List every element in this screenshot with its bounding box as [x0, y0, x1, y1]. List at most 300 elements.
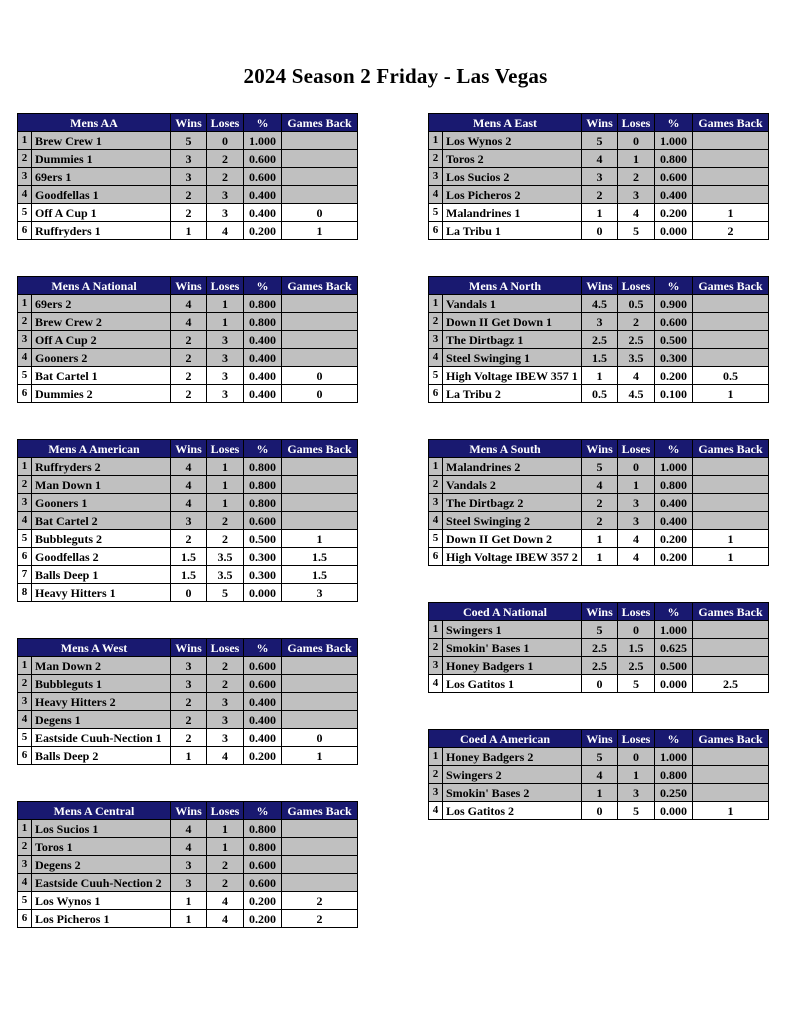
team-name-cell: 69ers 2: [32, 295, 171, 313]
loses-cell: 3: [618, 512, 655, 530]
wins-cell: 3: [171, 657, 207, 675]
pct-cell: 0.800: [244, 458, 282, 476]
pct-cell: 0.400: [244, 186, 282, 204]
table-row: [429, 168, 769, 186]
games-back-cell: [693, 168, 769, 186]
rank-cell: 3: [18, 693, 32, 711]
wins-column-header: Wins: [171, 639, 207, 657]
games-back-column-header: Games Back: [693, 440, 769, 458]
rank-cell: 3: [18, 856, 32, 874]
team-name-cell: Los Picheros 2: [443, 186, 582, 204]
wins-column-header: Wins: [582, 114, 618, 132]
wins-cell: 2.5: [582, 331, 618, 349]
games-back-cell: [282, 820, 358, 838]
games-back-cell: 1: [282, 747, 358, 765]
loses-column-header: Loses: [207, 440, 244, 458]
wins-column-header: Wins: [582, 277, 618, 295]
games-back-cell: 0: [282, 204, 358, 222]
wins-cell: 0: [582, 222, 618, 240]
team-name-cell: Swingers 1: [443, 621, 582, 639]
loses-cell: 2: [618, 313, 655, 331]
wins-cell: 2.5: [582, 657, 618, 675]
rank-cell: 2: [429, 313, 443, 331]
rank-cell: 5: [429, 367, 443, 385]
pct-cell: 0.800: [244, 494, 282, 512]
team-name-cell: Degens 2: [32, 856, 171, 874]
loses-cell: 4: [618, 204, 655, 222]
table-row: [429, 784, 769, 802]
loses-cell: 4: [618, 530, 655, 548]
loses-cell: 0: [618, 458, 655, 476]
table-row: [18, 820, 358, 838]
pct-cell: 0.100: [655, 385, 693, 403]
rank-cell: 7: [18, 566, 32, 584]
rank-cell: 2: [18, 150, 32, 168]
table-row: [429, 367, 769, 385]
loses-cell: 4: [207, 892, 244, 910]
pct-cell: 0.000: [655, 675, 693, 693]
games-back-column-header: Games Back: [282, 802, 358, 820]
table-row: [18, 132, 358, 150]
table-header-row: [18, 802, 358, 820]
table-row: [18, 729, 358, 747]
loses-column-header: Loses: [618, 603, 655, 621]
rank-cell: 5: [18, 204, 32, 222]
rank-cell: 6: [18, 747, 32, 765]
table-header-row: [18, 114, 358, 132]
team-name-cell: Malandrines 2: [443, 458, 582, 476]
team-name-cell: High Voltage IBEW 357 2: [443, 548, 582, 566]
pct-cell: 0.800: [244, 820, 282, 838]
standings-table-mens-a-east: [428, 113, 769, 240]
table-row: [429, 494, 769, 512]
wins-cell: 4: [171, 295, 207, 313]
games-back-cell: 3: [282, 584, 358, 602]
wins-cell: 2: [171, 186, 207, 204]
wins-cell: 4: [582, 766, 618, 784]
games-back-cell: 0: [282, 729, 358, 747]
pct-cell: 0.200: [244, 747, 282, 765]
loses-cell: 2: [207, 657, 244, 675]
rank-cell: 4: [18, 874, 32, 892]
rank-cell: 1: [18, 458, 32, 476]
wins-cell: 3: [171, 150, 207, 168]
loses-cell: 3: [207, 367, 244, 385]
games-back-cell: [282, 494, 358, 512]
team-name-cell: Steel Swinging 2: [443, 512, 582, 530]
wins-cell: 1: [171, 747, 207, 765]
pct-cell: 1.000: [655, 458, 693, 476]
pct-cell: 0.400: [244, 204, 282, 222]
wins-cell: 2: [171, 711, 207, 729]
games-back-cell: [282, 657, 358, 675]
team-name-cell: Steel Swinging 1: [443, 349, 582, 367]
pct-column-header: %: [655, 114, 693, 132]
games-back-cell: [282, 168, 358, 186]
rank-cell: 6: [18, 222, 32, 240]
loses-cell: 1: [207, 476, 244, 494]
wins-cell: 4.5: [582, 295, 618, 313]
loses-column-header: Loses: [207, 802, 244, 820]
games-back-column-header: Games Back: [693, 730, 769, 748]
team-name-cell: Los Sucios 1: [32, 820, 171, 838]
wins-cell: 4: [582, 150, 618, 168]
pct-cell: 0.600: [244, 675, 282, 693]
wins-cell: 2: [171, 331, 207, 349]
table-row: [429, 476, 769, 494]
loses-cell: 0: [618, 748, 655, 766]
rank-cell: 4: [429, 802, 443, 820]
games-back-cell: [282, 512, 358, 530]
left-column: [17, 113, 357, 964]
games-back-cell: [693, 331, 769, 349]
pct-cell: 0.400: [244, 385, 282, 403]
team-name-cell: Ruffryders 1: [32, 222, 171, 240]
rank-cell: 1: [18, 295, 32, 313]
loses-cell: 2: [618, 168, 655, 186]
wins-column-header: Wins: [171, 440, 207, 458]
team-name-cell: Toros 1: [32, 838, 171, 856]
games-back-cell: 1: [693, 802, 769, 820]
division-title: Coed A National: [429, 603, 582, 621]
pct-cell: 0.600: [244, 512, 282, 530]
rank-cell: 2: [429, 476, 443, 494]
wins-cell: 2: [171, 729, 207, 747]
table-header-row: [18, 277, 358, 295]
team-name-cell: Los Wynos 1: [32, 892, 171, 910]
loses-cell: 5: [618, 222, 655, 240]
rank-cell: 2: [429, 150, 443, 168]
team-name-cell: Dummies 1: [32, 150, 171, 168]
games-back-cell: [693, 295, 769, 313]
table-row: [18, 367, 358, 385]
games-back-column-header: Games Back: [693, 277, 769, 295]
rank-cell: 6: [429, 548, 443, 566]
rank-cell: 3: [429, 784, 443, 802]
team-name-cell: Gooners 1: [32, 494, 171, 512]
team-name-cell: Toros 2: [443, 150, 582, 168]
wins-cell: 5: [582, 748, 618, 766]
games-back-cell: [282, 874, 358, 892]
team-name-cell: Honey Badgers 1: [443, 657, 582, 675]
loses-cell: 5: [618, 802, 655, 820]
rank-cell: 1: [429, 132, 443, 150]
pct-cell: 0.200: [655, 530, 693, 548]
wins-cell: 4: [171, 476, 207, 494]
team-name-cell: La Tribu 2: [443, 385, 582, 403]
wins-cell: 2: [582, 186, 618, 204]
rank-cell: 5: [18, 530, 32, 548]
games-back-cell: 1.5: [282, 566, 358, 584]
team-name-cell: Swingers 2: [443, 766, 582, 784]
table-row: [18, 566, 358, 584]
team-name-cell: Man Down 1: [32, 476, 171, 494]
loses-cell: 4.5: [618, 385, 655, 403]
table-row: [18, 349, 358, 367]
table-row: [18, 331, 358, 349]
table-header-row: [429, 277, 769, 295]
loses-cell: 1: [618, 150, 655, 168]
pct-cell: 0.800: [244, 476, 282, 494]
team-name-cell: Honey Badgers 2: [443, 748, 582, 766]
rank-cell: 2: [18, 675, 32, 693]
games-back-cell: 1: [693, 204, 769, 222]
pct-cell: 0.600: [655, 313, 693, 331]
division-title: Mens A South: [429, 440, 582, 458]
games-back-cell: 1.5: [282, 548, 358, 566]
wins-cell: 4: [582, 476, 618, 494]
right-column: [428, 113, 768, 964]
loses-cell: 1: [207, 820, 244, 838]
wins-column-header: Wins: [171, 802, 207, 820]
loses-cell: 1: [207, 838, 244, 856]
loses-cell: 1: [618, 476, 655, 494]
games-back-cell: [693, 748, 769, 766]
table-row: [429, 186, 769, 204]
table-row: [18, 458, 358, 476]
rank-cell: 4: [18, 186, 32, 204]
team-name-cell: Los Wynos 2: [443, 132, 582, 150]
games-back-cell: [282, 458, 358, 476]
division-title: Mens AA: [18, 114, 171, 132]
pct-cell: 0.400: [244, 367, 282, 385]
games-back-cell: [282, 856, 358, 874]
team-name-cell: Off A Cup 2: [32, 331, 171, 349]
pct-cell: 0.200: [655, 204, 693, 222]
rank-cell: 3: [429, 168, 443, 186]
pct-column-header: %: [244, 277, 282, 295]
standings-table-mens-a-central: [17, 801, 358, 928]
pct-cell: 0.625: [655, 639, 693, 657]
games-back-column-header: Games Back: [282, 277, 358, 295]
games-back-cell: [282, 838, 358, 856]
wins-cell: 2: [171, 693, 207, 711]
rank-cell: 2: [429, 639, 443, 657]
pct-cell: 0.800: [655, 766, 693, 784]
table-row: [429, 349, 769, 367]
table-row: [18, 150, 358, 168]
table-row: [18, 693, 358, 711]
wins-cell: 1: [582, 784, 618, 802]
team-name-cell: Heavy Hitters 1: [32, 584, 171, 602]
rank-cell: 4: [429, 675, 443, 693]
games-back-cell: [693, 639, 769, 657]
pct-cell: 0.200: [655, 367, 693, 385]
pct-column-header: %: [244, 639, 282, 657]
pct-cell: 0.800: [244, 295, 282, 313]
loses-cell: 5: [207, 584, 244, 602]
team-name-cell: High Voltage IBEW 357 1: [443, 367, 582, 385]
loses-cell: 0: [618, 132, 655, 150]
standings-table-mens-a-south: [428, 439, 769, 566]
games-back-cell: 1: [693, 385, 769, 403]
table-row: [18, 186, 358, 204]
table-row: [429, 150, 769, 168]
games-back-cell: [693, 132, 769, 150]
games-back-cell: [693, 657, 769, 675]
pct-cell: 0.300: [244, 566, 282, 584]
team-name-cell: Balls Deep 2: [32, 747, 171, 765]
rank-cell: 1: [18, 657, 32, 675]
games-back-cell: [693, 150, 769, 168]
games-back-column-header: Games Back: [693, 114, 769, 132]
games-back-cell: 2: [282, 892, 358, 910]
games-back-cell: [693, 512, 769, 530]
rank-cell: 3: [429, 331, 443, 349]
table-row: [18, 910, 358, 928]
rank-cell: 6: [18, 385, 32, 403]
team-name-cell: Los Gatitos 2: [443, 802, 582, 820]
games-back-cell: 2: [282, 910, 358, 928]
team-name-cell: Dummies 2: [32, 385, 171, 403]
wins-cell: 1.5: [171, 548, 207, 566]
team-name-cell: Goodfellas 1: [32, 186, 171, 204]
wins-cell: 2: [171, 204, 207, 222]
table-row: [18, 476, 358, 494]
team-name-cell: Balls Deep 1: [32, 566, 171, 584]
table-row: [429, 639, 769, 657]
games-back-cell: [282, 313, 358, 331]
wins-cell: 4: [171, 313, 207, 331]
rank-cell: 5: [429, 204, 443, 222]
loses-cell: 3: [207, 693, 244, 711]
pct-cell: 0.000: [244, 584, 282, 602]
loses-cell: 4: [207, 747, 244, 765]
loses-cell: 2.5: [618, 331, 655, 349]
games-back-cell: [693, 458, 769, 476]
wins-cell: 1: [171, 222, 207, 240]
table-row: [429, 802, 769, 820]
rank-cell: 5: [18, 892, 32, 910]
team-name-cell: Goodfellas 2: [32, 548, 171, 566]
rank-cell: 6: [18, 548, 32, 566]
rank-cell: 2: [18, 476, 32, 494]
pct-cell: 0.400: [655, 512, 693, 530]
rank-cell: 3: [18, 331, 32, 349]
loses-cell: 3: [207, 349, 244, 367]
loses-cell: 3: [207, 711, 244, 729]
table-header-row: [18, 639, 358, 657]
table-row: [18, 512, 358, 530]
team-name-cell: Eastside Cuuh-Nection 1: [32, 729, 171, 747]
pct-cell: 0.600: [244, 874, 282, 892]
wins-cell: 4: [171, 838, 207, 856]
wins-cell: 2.5: [582, 639, 618, 657]
loses-cell: 3: [207, 204, 244, 222]
loses-cell: 4: [618, 548, 655, 566]
pct-column-header: %: [655, 277, 693, 295]
pct-cell: 0.400: [244, 331, 282, 349]
rank-cell: 1: [429, 295, 443, 313]
loses-cell: 4: [207, 910, 244, 928]
games-back-cell: 1: [693, 548, 769, 566]
table-row: [18, 530, 358, 548]
table-header-row: [429, 603, 769, 621]
pct-cell: 0.200: [655, 548, 693, 566]
games-back-column-header: Games Back: [282, 639, 358, 657]
games-back-cell: [693, 784, 769, 802]
wins-column-header: Wins: [582, 730, 618, 748]
wins-column-header: Wins: [582, 440, 618, 458]
games-back-cell: 0.5: [693, 367, 769, 385]
team-name-cell: Brew Crew 1: [32, 132, 171, 150]
games-back-column-header: Games Back: [693, 603, 769, 621]
table-header-row: [18, 440, 358, 458]
rank-cell: 5: [429, 530, 443, 548]
team-name-cell: Down II Get Down 1: [443, 313, 582, 331]
games-back-cell: [282, 150, 358, 168]
rank-cell: 6: [429, 222, 443, 240]
loses-cell: 2: [207, 874, 244, 892]
games-back-cell: [282, 349, 358, 367]
games-back-cell: [282, 711, 358, 729]
standings-table-coed-a-american: [428, 729, 769, 820]
pct-cell: 0.400: [655, 186, 693, 204]
rank-cell: 1: [18, 132, 32, 150]
games-back-cell: 1: [693, 530, 769, 548]
table-header-row: [429, 114, 769, 132]
games-back-cell: [282, 331, 358, 349]
wins-cell: 2: [171, 367, 207, 385]
wins-cell: 3: [171, 168, 207, 186]
pct-cell: 0.800: [244, 313, 282, 331]
team-name-cell: Brew Crew 2: [32, 313, 171, 331]
pct-cell: 0.400: [244, 349, 282, 367]
pct-column-header: %: [655, 730, 693, 748]
table-row: [429, 512, 769, 530]
pct-cell: 1.000: [244, 132, 282, 150]
table-row: [429, 295, 769, 313]
loses-cell: 3: [618, 494, 655, 512]
table-header-row: [429, 440, 769, 458]
games-back-cell: [693, 494, 769, 512]
pct-cell: 0.500: [655, 657, 693, 675]
pct-cell: 1.000: [655, 132, 693, 150]
wins-cell: 3: [582, 313, 618, 331]
wins-cell: 4: [171, 494, 207, 512]
pct-cell: 0.000: [655, 222, 693, 240]
table-row: [429, 132, 769, 150]
wins-column-header: Wins: [582, 603, 618, 621]
games-back-column-header: Games Back: [282, 114, 358, 132]
table-row: [429, 313, 769, 331]
team-name-cell: Off A Cup 1: [32, 204, 171, 222]
games-back-cell: 0: [282, 367, 358, 385]
wins-cell: 5: [582, 458, 618, 476]
rank-cell: 6: [429, 385, 443, 403]
table-row: [18, 892, 358, 910]
rank-cell: 4: [18, 512, 32, 530]
wins-cell: 4: [171, 458, 207, 476]
team-name-cell: Bat Cartel 2: [32, 512, 171, 530]
standings-table-mens-a-north: [428, 276, 769, 403]
team-name-cell: Ruffryders 2: [32, 458, 171, 476]
games-back-cell: 0: [282, 385, 358, 403]
loses-cell: 0: [618, 621, 655, 639]
table-row: [429, 766, 769, 784]
rank-cell: 2: [429, 766, 443, 784]
team-name-cell: Malandrines 1: [443, 204, 582, 222]
table-row: [18, 385, 358, 403]
wins-cell: 3: [171, 874, 207, 892]
table-row: [18, 856, 358, 874]
wins-cell: 5: [582, 621, 618, 639]
loses-column-header: Loses: [618, 277, 655, 295]
division-title: Mens A West: [18, 639, 171, 657]
table-row: [429, 748, 769, 766]
games-back-column-header: Games Back: [282, 440, 358, 458]
loses-cell: 1: [207, 295, 244, 313]
